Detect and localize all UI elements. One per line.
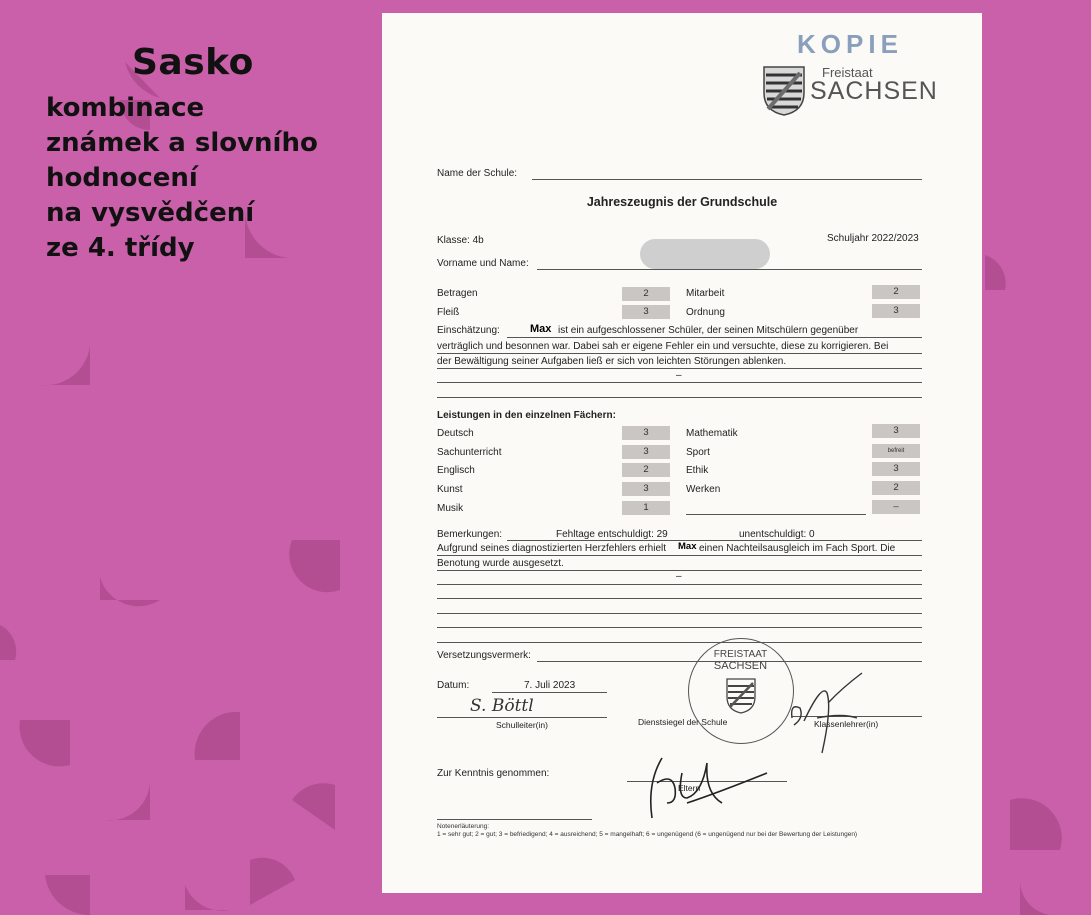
subject-label: Sachunterricht (437, 447, 502, 458)
grade-label: Mitarbeit (686, 288, 725, 299)
grade-box: 3 (622, 445, 670, 459)
underline (437, 598, 922, 599)
grade-box: befreit (872, 444, 920, 458)
subject-label: Mathematik (686, 428, 738, 439)
parent-signature (627, 743, 777, 828)
grade-box: – (872, 500, 920, 514)
remarks-text: einen Nachteilsausgleich im Fach Sport. Die (699, 543, 896, 554)
underline (686, 514, 866, 515)
subjects-heading: Leistungen in den einzelnen Fächern: (437, 410, 616, 421)
caption-line: ze 4. třídy (46, 233, 195, 263)
subject-label: Deutsch (437, 428, 474, 439)
caption-line: známek a slovního (46, 128, 318, 158)
underline (537, 269, 922, 270)
underline (437, 368, 922, 369)
notes-title: Notenerläuterung: (437, 823, 490, 830)
underline (437, 555, 922, 556)
document-title: Jahreszeugnis der Grundschule (586, 195, 778, 209)
underline (507, 540, 922, 541)
principal-signature: S. Böttl (470, 696, 534, 716)
seal-text-top: FREISTAAT (713, 649, 768, 660)
grade-box: 1 (622, 501, 670, 515)
underline (437, 819, 592, 820)
deco-shape (185, 885, 230, 911)
deco-shape (0, 625, 16, 660)
grade-box: 3 (872, 424, 920, 438)
deco-shape (40, 345, 90, 385)
remarks-label: Bemerkungen: (437, 529, 503, 540)
deco-shape (45, 875, 90, 915)
principal-label: Schulleiter(in) (496, 720, 548, 730)
deco-shape (985, 255, 1006, 290)
deco-shape (289, 540, 340, 592)
underline (437, 584, 922, 585)
assessment-text: ist ein aufgeschlossener Schüler, der seinen Mitschülern gegenüber (558, 325, 859, 336)
grade-box: 2 (622, 463, 670, 477)
official-seal (688, 638, 794, 744)
grade-box: 3 (872, 304, 920, 318)
grade-box: 2 (622, 287, 670, 301)
deco-shape (100, 577, 160, 606)
remarks-text: Aufgrund seines diagnostizierten Herzfehlers erhielt (437, 543, 667, 554)
underline (532, 179, 922, 180)
underline (437, 613, 922, 614)
remarks-text: Benotung wurde ausgesetzt. (437, 558, 564, 569)
grade-label: Betragen (437, 288, 478, 299)
student-name: Max (678, 541, 697, 552)
seal-text-mid: SACHSEN (713, 660, 768, 672)
underline (492, 692, 607, 693)
subject-label: Ethik (686, 465, 709, 476)
seal-coat-of-arms-icon (725, 677, 757, 715)
promotion-label: Versetzungsvermerk: (437, 650, 531, 661)
underline (437, 642, 922, 643)
deco-shape (1020, 880, 1060, 915)
caption-line: na vysvědčení (46, 198, 255, 228)
caption-line: hodnocení (46, 163, 198, 193)
deco-shape (195, 712, 240, 760)
caption-title: Sasko (132, 42, 254, 83)
grade-box: 3 (622, 305, 670, 319)
parents-label: Eltern (678, 783, 701, 793)
subject-label: Sport (686, 447, 710, 458)
grade-label: Fleiß (437, 307, 460, 318)
grade-box: 3 (872, 462, 920, 476)
grade-label: Ordnung (686, 307, 725, 318)
grade-box: 2 (872, 481, 920, 495)
class-label: Klasse: 4b (437, 235, 484, 246)
assessment-text: verträglich und besonnen war. Dabei sah er eigene Fehler ein und versuchte, diese zu korrigieren. Bei (437, 341, 889, 352)
deco-shape (250, 858, 295, 905)
teacher-label: Klassenlehrer(in) (814, 719, 879, 729)
absence-excused: Fehltage entschuldigt: 29 (556, 529, 668, 540)
report-card-document (382, 13, 982, 893)
left-caption (46, 42, 318, 266)
dash: – (676, 370, 682, 381)
dash: – (676, 571, 682, 582)
underline (437, 717, 607, 718)
school-name-label: Name der Schule: (437, 168, 518, 179)
date-label: Datum: (437, 680, 470, 691)
acknowledged-label: Zur Kenntnis genommen: (437, 768, 550, 779)
redacted-name (640, 239, 770, 269)
absence-unexcused: unentschuldigt: 0 (739, 529, 815, 540)
student-name: Max (530, 323, 552, 335)
teacher-signature (782, 663, 872, 763)
grade-box: 3 (622, 426, 670, 440)
assessment-label: Einschätzung: (437, 325, 500, 336)
underline (507, 337, 922, 338)
grade-box: 2 (872, 285, 920, 299)
subject-label: Kunst (437, 484, 463, 495)
state-name-big: SACHSEN (810, 77, 938, 105)
deco-shape (1010, 798, 1062, 850)
deco-shape (292, 783, 335, 830)
underline (437, 397, 922, 398)
underline (437, 382, 922, 383)
name-label: Vorname und Name: (437, 258, 529, 269)
date-value: 7. Juli 2023 (524, 680, 576, 691)
kopie-stamp: KOPIE (797, 29, 903, 59)
grade-box: 3 (622, 482, 670, 496)
underline (437, 627, 922, 628)
state-name-small: Freistaat (822, 65, 873, 80)
seal-label: Dienstsiegel der Schule (638, 717, 728, 727)
coat-of-arms-icon (762, 65, 806, 117)
deco-shape (19, 720, 70, 766)
subject-label: Englisch (437, 465, 475, 476)
notes-text: 1 = sehr gut; 2 = gut; 3 = befriedigend; 4 = ausreichend; 5 = mangelhaft; 6 = ungenügend (6 = ungenügend nur bei der Bewertung der Leistungen) (437, 831, 858, 838)
deco-shape (105, 780, 150, 820)
subject-label: Musik (437, 503, 464, 514)
underline (437, 353, 922, 354)
caption-line: kombinace (46, 93, 205, 123)
subject-label: Werken (686, 484, 721, 495)
school-year: Schuljahr 2022/2023 (827, 233, 919, 244)
assessment-text: der Bewältigung seiner Aufgaben ließ er sich von leichten Störungen ablenken. (437, 356, 787, 367)
